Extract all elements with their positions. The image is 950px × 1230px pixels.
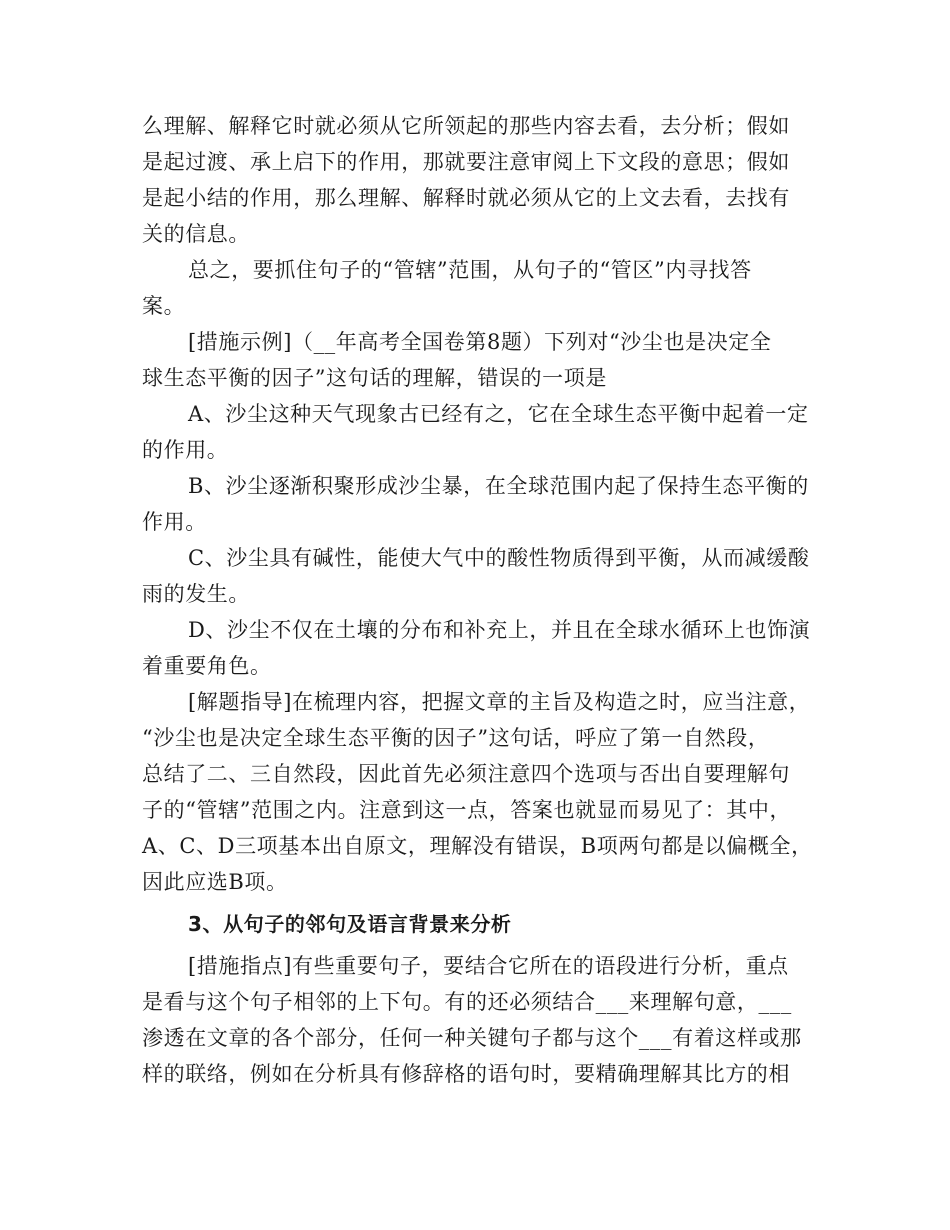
option-b-line: B、沙尘逐渐积聚形成沙尘暴，在全球范围内起了保持生态平衡的 [188,474,809,498]
text-line: 雨的发生。 [142,582,250,606]
option-d-line: D、沙尘不仅在土壤的分布和补充上，并且在全球水循环上也饰演 [188,618,811,642]
text-line: 渗透在文章的各个部分，任何一种关键句子都与这个___有着这样或那 [142,1026,802,1050]
text-line: 是看与这个句子相邻的上下句。有的还必须结合___来理解句意，___ [142,990,792,1014]
text-line: [解题指导]在梳理内容，把握文章的主旨及构造之时，应当注意， [188,690,811,714]
text-line: 是起小结的作用，那么理解、解释时就必须从它的上文去看，去找有 [142,186,790,210]
text-line: 么理解、解释它时就必须从它所领起的那些内容去看，去分析；假如 [142,114,790,138]
text-line: 案。 [142,294,186,318]
text-line: 作用。 [142,510,207,534]
text-line: 着重要角色。 [142,654,272,678]
text-line: 的作用。 [142,438,229,462]
text-line: 样的联络，例如在分析具有修辞格的语句时，要精确理解其比方的相 [142,1062,790,1086]
section-heading: 3、从句子的邻句及语言背景来分析 [188,912,512,936]
option-c-line: C、沙尘具有碱性，能使大气中的酸性物质得到平衡，从而减缓酸 [188,546,810,570]
text-line: [措施示例]（__年高考全国卷第8题）下列对“沙尘也是决定全 [188,330,772,354]
text-line: 因此应选B项。 [142,870,288,894]
text-line: 是起过渡、承上启下的作用，那就要注意审阅上下文段的意思；假如 [142,150,790,174]
text-line: “沙尘也是决定全球生态平衡的因子”这句话，呼应了第一自然段， [142,726,770,750]
option-a-line: A、沙尘这种天气现象古已经有之，它在全球生态平衡中起着一定 [188,402,809,426]
text-line: 总之，要抓住句子的“管辖”范围，从句子的“管区”内寻找答 [188,258,752,282]
text-line: 关的信息。 [142,222,250,246]
text-line: 子的“管辖”范围之内。注意到这一点，答案也就显而易见了：其中， [142,798,792,822]
text-line: A、C、D三项基本出自原文，理解没有错误，B项两句都是以偏概全， [142,834,813,858]
text-line: 总结了二、三自然段，因此首先必须注意四个选项与否出自要理解句 [142,762,790,786]
text-line: 球生态平衡的因子”这句话的理解，错误的一项是 [142,366,607,390]
text-line: [措施指点]有些重要句子，要结合它所在的语段进行分析，重点 [188,954,789,978]
